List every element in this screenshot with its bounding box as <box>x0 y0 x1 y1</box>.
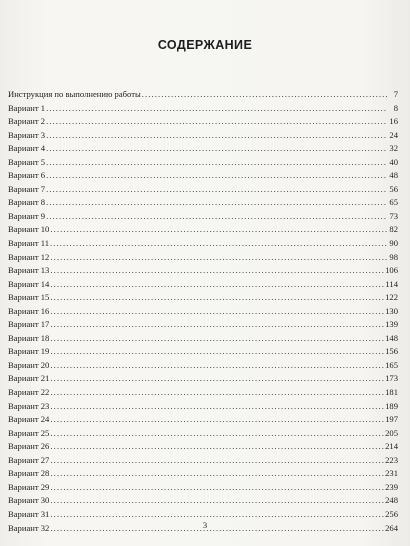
toc-entry-label: Вариант 28 <box>8 468 50 479</box>
toc-entry-page: 264 <box>385 522 398 533</box>
toc-entry-label: Вариант 16 <box>8 305 50 316</box>
toc-entry-label: Вариант 29 <box>8 481 50 492</box>
dot-leader <box>50 305 384 319</box>
toc-entry-label: Вариант 17 <box>8 319 50 330</box>
toc-entry-page: 40 <box>389 156 398 167</box>
dot-leader <box>46 102 387 116</box>
toc-entry <box>8 251 398 265</box>
toc-entry-page: 90 <box>389 238 398 249</box>
toc-entry <box>8 386 398 400</box>
toc-entry <box>8 156 398 170</box>
toc-entry <box>8 291 398 305</box>
table-of-contents <box>8 88 398 535</box>
toc-entry-page: 231 <box>385 468 398 479</box>
dot-leader <box>46 129 387 143</box>
dot-leader <box>50 223 387 237</box>
toc-entry-label: Вариант 27 <box>8 454 50 465</box>
toc-entry <box>8 318 398 332</box>
toc-entry <box>8 237 398 251</box>
toc-entry <box>8 264 398 278</box>
toc-entry <box>8 169 398 183</box>
dot-leader <box>50 291 384 305</box>
toc-entry-page: 197 <box>385 414 398 425</box>
toc-entry <box>8 305 398 319</box>
toc-entry-label: Вариант 22 <box>8 387 50 398</box>
toc-entry-page: 223 <box>385 454 398 465</box>
dot-leader <box>50 440 384 454</box>
toc-entry-page: 82 <box>389 224 398 235</box>
toc-entry-label: Вариант 4 <box>8 143 46 154</box>
toc-entry-page: 65 <box>389 197 398 208</box>
toc-entry-page: 214 <box>385 441 398 452</box>
toc-entry-page: 73 <box>389 210 398 221</box>
toc-entry-label: Вариант 1 <box>8 102 46 113</box>
dot-leader <box>50 372 384 386</box>
toc-entry-label: Вариант 26 <box>8 441 50 452</box>
toc-entry-label: Вариант 31 <box>8 508 50 519</box>
toc-entry-label: Вариант 23 <box>8 400 50 411</box>
dot-leader <box>50 332 384 346</box>
toc-entry-page: 7 <box>393 89 398 99</box>
toc-entry <box>8 427 398 441</box>
toc-entry-page: 24 <box>389 129 398 140</box>
toc-entry-page: 148 <box>385 332 398 343</box>
dot-leader <box>142 88 387 102</box>
dot-leader <box>50 359 384 373</box>
toc-entry-label: Вариант 13 <box>8 265 50 276</box>
dot-leader <box>50 467 384 481</box>
dot-leader <box>50 318 384 332</box>
toc-entry-page: 8 <box>393 102 398 113</box>
toc-entry-label: Вариант 25 <box>8 427 50 438</box>
dot-leader <box>50 237 387 251</box>
toc-entry <box>8 413 398 427</box>
toc-entry-page: 256 <box>385 508 398 519</box>
dot-leader <box>50 386 384 400</box>
toc-entry-page: 98 <box>389 251 398 262</box>
toc-entry-label: Вариант 12 <box>8 251 50 262</box>
toc-entry-label: Вариант 6 <box>8 170 46 181</box>
toc-entry-page: 173 <box>385 373 398 384</box>
dot-leader <box>46 156 387 170</box>
dot-leader <box>46 142 387 156</box>
toc-entry-label: Вариант 8 <box>8 197 46 208</box>
toc-entry <box>8 102 398 116</box>
dot-leader <box>50 251 387 265</box>
toc-entry-label: Вариант 24 <box>8 414 50 425</box>
dot-leader <box>50 481 384 495</box>
toc-entry-label: Вариант 15 <box>8 292 50 303</box>
toc-entry-label: Вариант 5 <box>8 156 46 167</box>
toc-entry-page: 48 <box>389 170 398 181</box>
dot-leader <box>46 115 387 129</box>
toc-entry <box>8 278 398 292</box>
toc-entry <box>8 115 398 129</box>
dot-leader <box>50 413 384 427</box>
toc-entry-page: 189 <box>385 400 398 411</box>
toc-entry <box>8 223 398 237</box>
dot-leader <box>46 196 387 210</box>
toc-entry-label: Вариант 20 <box>8 359 50 370</box>
dot-leader <box>50 278 384 292</box>
dot-leader <box>46 183 387 197</box>
dot-leader <box>50 345 384 359</box>
toc-entry-page: 32 <box>389 143 398 154</box>
toc-entry <box>8 372 398 386</box>
toc-entry-label: Вариант 9 <box>8 210 46 221</box>
toc-entry-label: Вариант 18 <box>8 332 50 343</box>
toc-entry-page: 165 <box>385 359 398 370</box>
toc-entry-page: 56 <box>389 183 398 194</box>
dot-leader <box>50 400 384 414</box>
toc-entry-page: 16 <box>389 116 398 127</box>
toc-entry-page: 239 <box>385 481 398 492</box>
toc-entry <box>8 129 398 143</box>
toc-entry-page: 122 <box>385 292 398 303</box>
toc-entry <box>8 196 398 210</box>
toc-entry <box>8 440 398 454</box>
dot-leader <box>50 454 384 468</box>
toc-entry-page: 130 <box>385 305 398 316</box>
toc-entry <box>8 210 398 224</box>
toc-entry <box>8 142 398 156</box>
toc-entry-label: Инструкция по выполнению работы <box>8 89 141 99</box>
toc-entry-label: Вариант 7 <box>8 183 46 194</box>
toc-entry <box>8 183 398 197</box>
toc-entry-page: 248 <box>385 495 398 506</box>
toc-entry <box>8 467 398 481</box>
toc-entry-page: 106 <box>385 265 398 276</box>
toc-entry-page: 139 <box>385 319 398 330</box>
toc-entry-label: Вариант 21 <box>8 373 50 384</box>
toc-entry-label: Вариант 19 <box>8 346 50 357</box>
toc-entry <box>8 359 398 373</box>
toc-entry <box>8 88 398 102</box>
toc-entry-label: Вариант 2 <box>8 116 46 127</box>
dot-leader <box>50 494 384 508</box>
toc-entry-label: Вариант 14 <box>8 278 50 289</box>
toc-entry <box>8 481 398 495</box>
page-number: 3 <box>202 520 208 530</box>
toc-entry-label: Вариант 3 <box>8 129 46 140</box>
dot-leader <box>46 169 387 183</box>
toc-entry-page: 205 <box>385 427 398 438</box>
dot-leader <box>46 210 387 224</box>
page-title: СОДЕРЖАНИЕ <box>157 38 253 52</box>
toc-entry <box>8 332 398 346</box>
toc-entry <box>8 400 398 414</box>
toc-entry-label: Вариант 32 <box>8 522 50 533</box>
toc-entry <box>8 345 398 359</box>
toc-entry-page: 114 <box>385 278 398 289</box>
toc-entry <box>8 454 398 468</box>
dot-leader <box>50 427 384 441</box>
dot-leader <box>50 264 384 278</box>
toc-entry <box>8 494 398 508</box>
toc-entry-page: 181 <box>385 387 398 398</box>
toc-entry-label: Вариант 30 <box>8 495 50 506</box>
toc-entry-label: Вариант 11 <box>8 238 50 249</box>
toc-entry-label: Вариант 10 <box>8 224 50 235</box>
toc-entry-page: 156 <box>385 346 398 357</box>
